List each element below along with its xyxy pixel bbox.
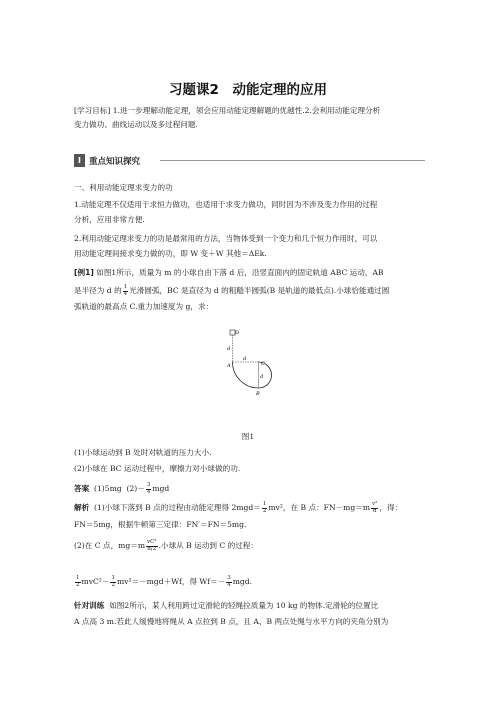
learning-objectives-line-1: [学习目标] 1.进一步理解动能定理，领会应用动能定理解题的优越性.2.会利用动能定理分析 [74, 106, 381, 115]
frac-den: 4 [123, 290, 128, 297]
analysis-frac-5 [110, 576, 116, 588]
frac-num: 1 [123, 284, 128, 290]
analysis-label: 解析 [74, 503, 90, 512]
paragraph-1-line-2: 分析，应用非常方便. [74, 215, 145, 224]
learning-objectives-line-2: 变力做功、曲线运动以及多过程问题. [74, 120, 198, 129]
label-d-top: D [235, 330, 240, 336]
example-line-2 [74, 285, 424, 297]
analysis-1c: ，得： [379, 503, 403, 512]
label-d1: d [227, 346, 231, 352]
analysis-4d: mgd. [232, 577, 253, 586]
training-label: 针对训练 [74, 601, 105, 610]
arc-ab [233, 362, 259, 388]
answer-1: (1)5mg [94, 484, 122, 493]
analysis-line-4 [74, 576, 424, 588]
answer-fraction [146, 483, 152, 495]
analysis-line-2: FN＝5mg，根据牛顿第三定律：FN′＝FN＝5mg. [74, 520, 247, 529]
analysis-line-1 [74, 502, 424, 514]
frac-num: v² [372, 501, 378, 507]
section-header [74, 154, 425, 167]
label-a: A [227, 363, 231, 369]
analysis-frac-1 [262, 502, 268, 514]
frac-num: vC² [147, 539, 157, 545]
frac-num: 1 [262, 501, 267, 507]
answer-2b: mgd [152, 484, 170, 493]
frac-den: d [372, 507, 377, 514]
frac-num: 3 [146, 482, 151, 488]
heading-variable-force-work: 一、利用动能定理求变力的功 [74, 183, 173, 192]
track-diagram [214, 328, 276, 432]
analysis-frac-2 [371, 502, 378, 514]
page-title: 习题课2 动能定理的应用 [169, 82, 327, 98]
section-title: 重点知识探究 [89, 157, 141, 167]
analysis-frac-6 [226, 576, 232, 588]
paragraph-1-line-1: 1.动能定理不仅适用于求恒力做功，也适用于求变力做功，同时因为不涉及变力作用的过程 [74, 200, 378, 209]
training-line-2: A 点高 3 m.若此人缓慢地将绳从 A 点拉到 B 点，且 A、B 两点处绳与水平方向的夹角分别为 [74, 617, 389, 626]
frac-num: 1 [76, 575, 80, 581]
label-c: C [261, 361, 265, 367]
training-text-1: 如图2所示，某人利用跨过定滑轮的轻绳拉质量为 10 kg 的物体.定滑轮的位置比 [109, 601, 379, 610]
analysis-frac-4 [75, 576, 81, 588]
example-line-3: 弧轨道的最高点 C.重力加速度为 g，求： [74, 302, 214, 311]
question-1: (1)小球运动到 B 处时对轨道的压力大小. [74, 448, 212, 457]
analysis-3b: .小球从 B 运动到 C 的过程： [158, 541, 258, 550]
example-text-1: 如图1所示，质量为 m 的小球自由下落 d 后，沿竖直面内的固定轨道 ABC 运动，AB [96, 268, 384, 277]
label-d2: d [243, 356, 247, 362]
frac-den: 4 [227, 581, 231, 588]
analysis-3a: (2)在 C 点，mg＝m [74, 541, 146, 550]
frac-den: 2 [76, 581, 80, 588]
section-divider [160, 160, 425, 161]
section-number-badge: I [74, 154, 85, 167]
answer-label: 答案 [74, 484, 90, 493]
frac-den: 4 [146, 488, 151, 495]
example-line-1 [74, 268, 424, 279]
analysis-1a: (1)小球下落到 B 点的过程由动能定理得 2mgd＝ [94, 503, 261, 512]
question-2: (2)小球在 BC 运动过程中，摩擦力对小球做的功. [74, 464, 241, 473]
example-text-2b: 光滑圆弧，BC 是直径为 d 的粗糙半圆弧(B 是轨道的最低点).小球恰能通过圆 [129, 286, 390, 295]
frac-den: d/2 [147, 545, 157, 552]
answer-2a: (2)－ [126, 484, 145, 493]
frac-den: 2 [111, 581, 115, 588]
paragraph-2-line-2: 用动能定理间接求变力做的功，即 W 变＋W 其他＝ΔEk. [74, 249, 267, 258]
frac-num: 3 [227, 575, 231, 581]
analysis-frac-3 [146, 540, 158, 552]
answer-line [74, 483, 424, 495]
paragraph-2-line-1: 2.利用动能定理求变力的功是最常用的方法，当物体受到一个变力和几个恒力作用时，可以 [74, 234, 378, 243]
analysis-4c: mv²＝－mgd＋Wf，得 Wf＝－ [116, 577, 226, 586]
frac-num: 1 [111, 575, 115, 581]
fraction-quarter [123, 285, 129, 297]
analysis-4b: mvC²－ [81, 577, 110, 586]
label-b: B [256, 391, 260, 397]
frac-den: 2 [262, 507, 267, 514]
example-label: [例1] [74, 268, 94, 277]
figure-caption: 图1 [241, 432, 255, 441]
analysis-line-3 [74, 540, 424, 552]
analysis-1b: mv²，在 B 点：FN－mg＝m [268, 503, 371, 512]
label-d3: d [260, 374, 264, 380]
training-line-1 [74, 601, 424, 612]
example-text-2a: 是半径为 d 的 [74, 286, 122, 295]
